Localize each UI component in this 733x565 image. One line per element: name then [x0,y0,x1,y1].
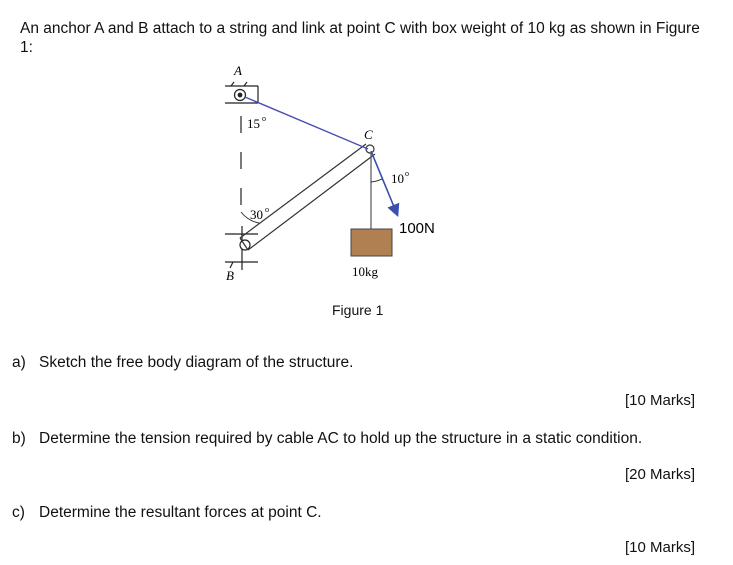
weight-box [351,229,392,256]
angle-b-degree: o [265,205,269,214]
question-a [12,354,353,372]
question-c-label: c) [12,504,25,521]
question-b-marks: [20 Marks] [624,466,695,483]
figure-caption: Figure 1 [332,302,384,318]
question-a-text: Sketch the free body diagram of the structure. [39,354,354,371]
angle-b-value: 30 [250,207,263,222]
question-b-text: Determine the tension required by cable AC to hold up the structure in a static condition. [39,430,643,447]
question-c [12,504,322,522]
label-a: A [234,63,242,78]
angle-arc-c [371,179,382,182]
angle-c-degree: o [405,169,409,178]
problem-intro: An anchor A and B attach to a string and link at point C with box weight of 10 kg as shown in Figure 1: [20,20,700,56]
question-a-label: a) [12,354,26,371]
question-c-marks: [10 Marks] [624,539,695,556]
box-weight-label: 10kg [352,264,378,279]
angle-a-degree: o [262,114,266,123]
anchor-b-support [225,226,258,270]
question-a-marks: [10 Marks] [624,392,695,409]
label-b: B [226,268,234,283]
question-c-text: Determine the resultant forces at point C. [39,504,322,521]
question-b [12,430,642,448]
force-label: 100N [399,220,435,237]
angle-a-value: 15 [247,116,260,131]
label-c: C [364,127,373,142]
question-b-label: b) [12,430,26,447]
angle-c-value: 10 [391,171,404,186]
cable-ac [245,97,368,149]
